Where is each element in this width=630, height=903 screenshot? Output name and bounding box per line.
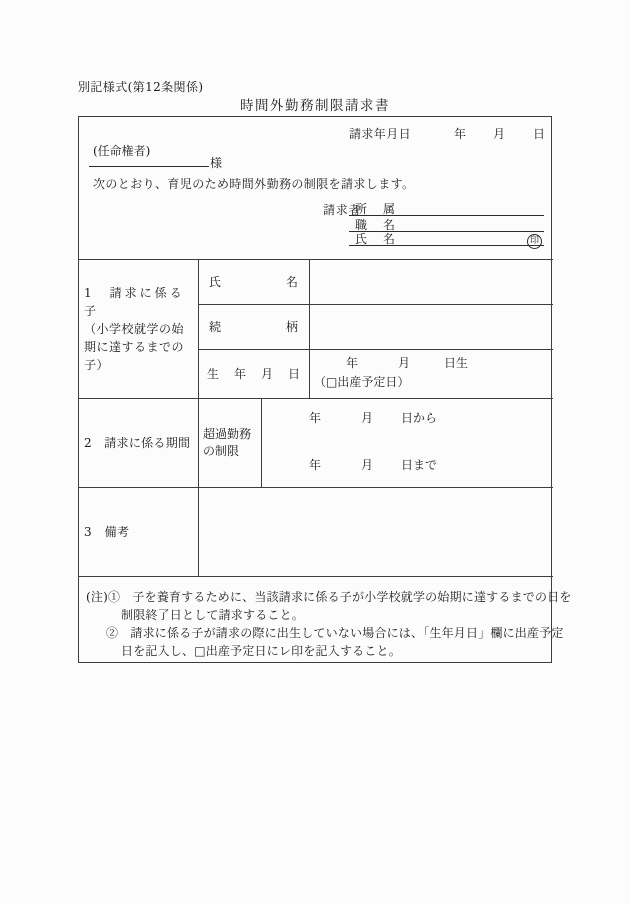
to-month-unit: 月 xyxy=(361,458,374,472)
birth-day-unit: 日生 xyxy=(444,356,469,370)
relationship-char: 続 xyxy=(209,319,222,334)
name-field xyxy=(349,232,544,246)
addressee-blank-line xyxy=(89,153,209,167)
relationship-char: 柄 xyxy=(285,319,298,334)
section1-label-line4: 子） xyxy=(84,357,110,372)
section1-row-label xyxy=(79,259,198,398)
section2-row-label: 2 請求に係る期間 xyxy=(84,435,191,450)
requester-label: 請求者 xyxy=(323,203,362,217)
appointer-label: (任命権者) xyxy=(93,144,151,158)
birthdate-char: 年 xyxy=(233,366,246,381)
page-title: 時間外勤務制限請求書 xyxy=(240,98,390,114)
birthdate-header-cell xyxy=(198,349,309,398)
section1-label-line3: 期に達するまでの xyxy=(84,339,185,354)
position-field xyxy=(349,218,544,232)
note-line-1: (注)① 子を養育するために、当該請求に係る子が小学校就学の始期に達するまでの日を xyxy=(86,590,572,604)
birthdate-char: 生 xyxy=(207,366,220,381)
position-label: 職 名 xyxy=(355,218,398,232)
declaration-text: 次のとおり、育児のため時間外勤務の制限を請求します。 xyxy=(93,177,415,191)
note-line-4: 日を記入し、□出産予定日にレ印を記入すること。 xyxy=(121,644,401,658)
birthdate-char: 日 xyxy=(287,366,300,381)
overtime-restriction-subcell xyxy=(198,398,261,487)
overtime-restriction-line2: の制限 xyxy=(203,443,240,458)
note-line-2: 制限終了日として請求すること。 xyxy=(121,608,305,622)
affiliation-label: 所 属 xyxy=(355,202,398,216)
birthdate-char: 月 xyxy=(260,366,273,381)
seal-mark-icon: 印 xyxy=(527,234,542,249)
child-name-char: 氏 xyxy=(209,274,222,289)
child-name-header-cell xyxy=(198,259,309,304)
addressee-suffix: 様 xyxy=(210,156,223,170)
name-label: 氏 名 xyxy=(355,232,398,246)
to-year-unit: 年 xyxy=(309,458,322,472)
section3-row-label: 3 備考 xyxy=(84,524,130,539)
birthdate-value-cell xyxy=(309,349,553,398)
expected-birth-checkbox-note: （□出産予定日） xyxy=(314,375,410,389)
birth-year-unit: 年 xyxy=(346,356,359,370)
form-outer-box xyxy=(78,116,572,663)
form-reference: 別記様式(第12条関係) xyxy=(78,80,204,94)
request-date-month-unit: 月 xyxy=(493,127,506,141)
child-name-char: 名 xyxy=(285,274,298,289)
notes-cell xyxy=(79,576,572,664)
birth-month-unit: 月 xyxy=(398,356,411,370)
request-date-year-unit: 年 xyxy=(454,127,467,141)
request-date-label: 請求年月日 xyxy=(349,127,412,141)
section1-label-line2: （小学校就学の始 xyxy=(84,321,185,336)
section1-label-line1: 1 請求に係る子 xyxy=(84,285,185,318)
from-month-unit: 月 xyxy=(361,411,374,425)
note-line-3: ② 請求に係る子が請求の際に出生していない場合には、「生年月日」欄に出産予定 xyxy=(106,626,564,640)
overtime-restriction-line1: 超過勤務 xyxy=(203,426,252,441)
from-year-unit: 年 xyxy=(309,411,322,425)
affiliation-field xyxy=(349,202,544,216)
period-value-cell xyxy=(261,398,553,487)
to-day-unit: 日まで xyxy=(401,458,438,472)
request-date-day-unit: 日 xyxy=(533,127,546,141)
relationship-header-cell xyxy=(198,304,309,349)
notes-text-block xyxy=(86,588,572,660)
from-day-unit: 日から xyxy=(401,411,438,425)
